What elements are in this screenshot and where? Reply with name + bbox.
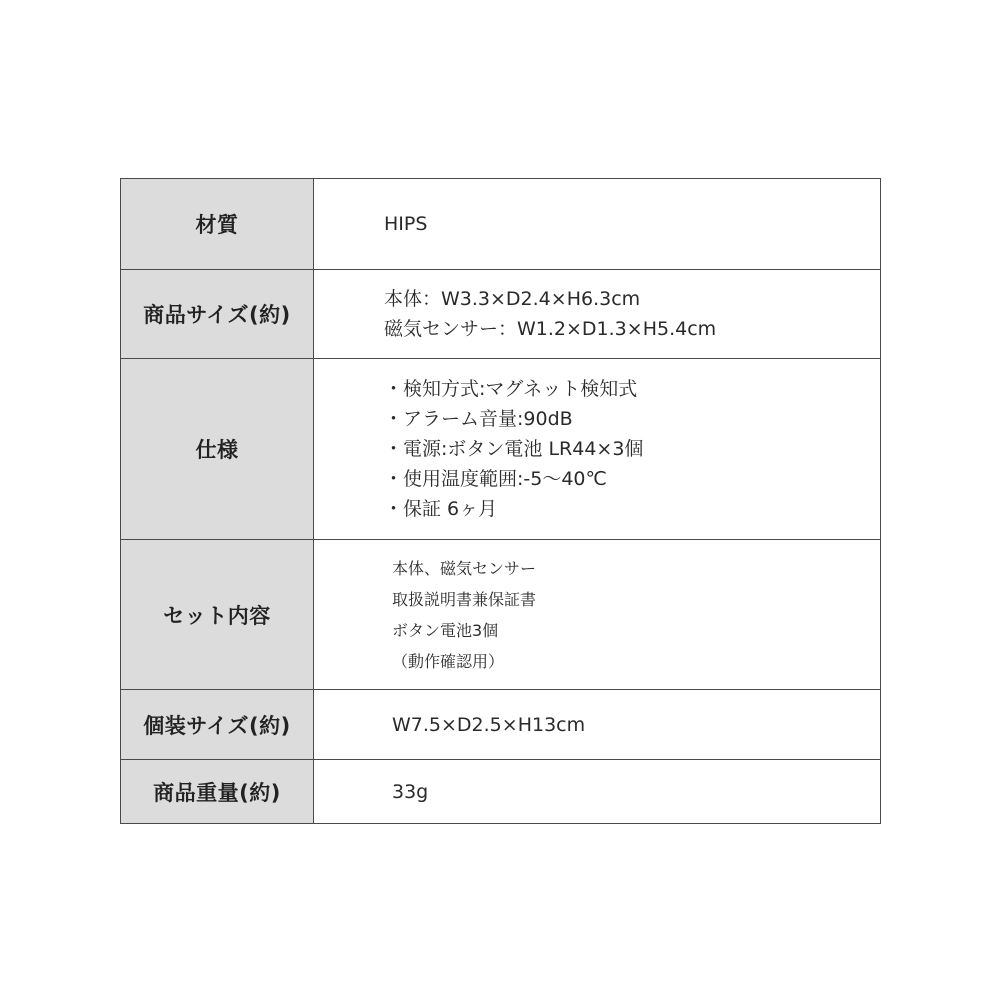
row-label: 個装サイズ(約) — [121, 690, 314, 760]
spec-row-material — [121, 179, 881, 270]
spec-row-package-size — [121, 690, 881, 760]
value-line: ・検知方式:マグネット検知式 — [384, 378, 638, 400]
value-line: ボタン電池3個 — [392, 620, 499, 640]
row-label: 商品重量(約) — [121, 760, 314, 824]
value-line: 本体：W3.3×D2.4×H6.3cm — [384, 288, 641, 310]
row-label: 仕様 — [121, 359, 314, 540]
value-line: W7.5×D2.5×H13cm — [392, 713, 586, 736]
value-line: HIPS — [384, 213, 428, 235]
spec-row-set-contents — [121, 540, 881, 690]
row-value — [314, 540, 881, 690]
value-line: 取扱説明書兼保証書 — [392, 589, 537, 609]
value-line: 33g — [392, 780, 429, 803]
value-line: 本体、磁気センサー — [392, 558, 537, 578]
row-value — [314, 690, 881, 760]
spec-row-specifications — [121, 359, 881, 540]
spec-row-product-size — [121, 270, 881, 359]
spec-row-weight — [121, 760, 881, 824]
row-value — [314, 359, 881, 540]
row-value — [314, 760, 881, 824]
row-label: 商品サイズ(約) — [121, 270, 314, 359]
row-label: 材質 — [121, 179, 314, 270]
value-line: ・保証 6ヶ月 — [384, 498, 498, 520]
row-value — [314, 270, 881, 359]
value-line: ・使用温度範囲:-5～40℃ — [384, 468, 607, 490]
row-label: セット内容 — [121, 540, 314, 690]
value-line: ・電源:ボタン電池 LR44×3個 — [384, 438, 644, 460]
row-value — [314, 179, 881, 270]
value-line: （動作確認用） — [392, 651, 505, 671]
spec-table — [120, 178, 881, 824]
value-line: 磁気センサー：W1.2×D1.3×H5.4cm — [384, 318, 717, 340]
value-line: ・アラーム音量:90dB — [384, 408, 573, 430]
